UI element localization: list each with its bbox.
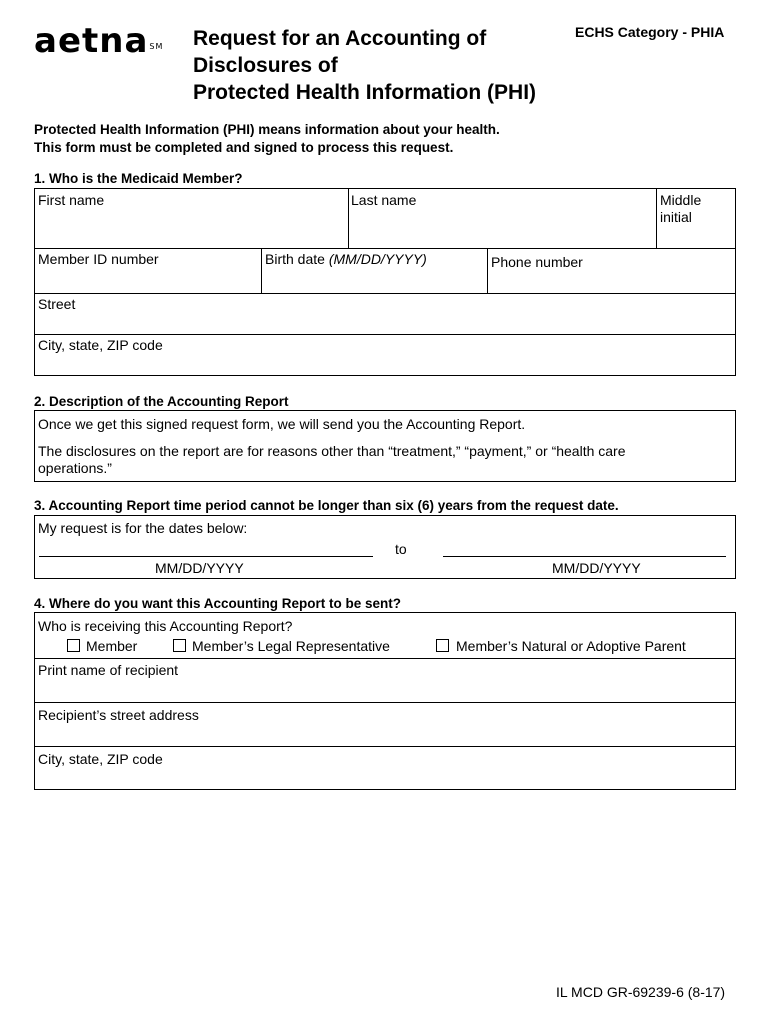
recipient-table <box>34 612 736 790</box>
recipient-name-field[interactable] <box>35 658 736 702</box>
description-para1: Once we get this signed request form, we will send you the Accounting Report. <box>38 416 526 432</box>
parent-checkbox[interactable] <box>436 639 449 652</box>
member-id-field[interactable] <box>35 248 261 293</box>
from-date-line[interactable] <box>39 556 373 557</box>
recipient-street-label: Recipient’s street address <box>38 707 199 723</box>
description-box <box>34 410 736 482</box>
category-label: ECHS Category - PHIA <box>575 24 725 40</box>
recipient-city-label: City, state, ZIP code <box>38 751 163 767</box>
section3-heading: 3. Accounting Report time period cannot be longer than six (6) years from the request date. <box>34 498 619 513</box>
member-info-table <box>34 188 736 376</box>
aetna-logo: aetna℠ <box>34 21 164 61</box>
phone-field[interactable] <box>487 248 736 293</box>
member-id-label: Member ID number <box>38 251 159 267</box>
to-label: to <box>395 541 407 557</box>
last-name-label: Last name <box>351 192 417 208</box>
description-para2: The disclosures on the report are for reasons other than “treatment,” “payment,” or “health care operations.” <box>38 443 626 476</box>
time-period-box <box>34 515 736 579</box>
to-date-format: MM/DD/YYYY <box>552 560 641 576</box>
last-name-field[interactable] <box>348 189 656 248</box>
legal-representative-checkbox[interactable] <box>173 639 186 652</box>
intro-text: Protected Health Information (PHI) means information about your health. This form must be completed and signed to process this request. <box>34 122 500 155</box>
recipient-name-label: Print name of recipient <box>38 662 179 678</box>
section1-heading: 1. Who is the Medicaid Member? <box>34 171 243 186</box>
recipient-city-field[interactable] <box>35 746 736 790</box>
recipient-question: Who is receiving this Accounting Report? <box>38 618 293 634</box>
birth-date-field[interactable] <box>261 248 487 293</box>
middle-initial-field[interactable] <box>656 189 736 248</box>
from-date-format: MM/DD/YYYY <box>155 560 244 576</box>
city-state-zip-label: City, state, ZIP code <box>38 337 163 353</box>
section4-heading: 4. Where do you want this Accounting Report to be sent? <box>34 596 402 611</box>
recipient-street-field[interactable] <box>35 702 736 746</box>
to-date-line[interactable] <box>443 556 726 557</box>
middle-initial-label: Middle initial <box>660 192 702 225</box>
phone-label: Phone number <box>491 254 583 270</box>
section2-heading: 2. Description of the Accounting Report <box>34 394 289 409</box>
legal-representative-option-label: Member’s Legal Representative <box>192 638 390 654</box>
time-period-lead: My request is for the dates below: <box>38 520 248 536</box>
city-state-zip-field[interactable] <box>35 334 736 376</box>
street-label: Street <box>38 296 76 312</box>
first-name-label: First name <box>38 192 105 208</box>
parent-option-label: Member’s Natural or Adoptive Parent <box>456 638 686 654</box>
member-checkbox[interactable] <box>67 639 80 652</box>
member-option-label: Member <box>86 638 138 654</box>
form-id: IL MCD GR-69239-6 (8-17) <box>556 984 726 1000</box>
form-title: Request for an Accounting of Disclosures of Protected Health Information (PHI) <box>193 27 537 104</box>
first-name-field[interactable] <box>35 189 348 248</box>
street-field[interactable] <box>35 293 736 334</box>
birth-date-label: Birth date (MM/DD/YYYY) <box>265 251 427 267</box>
